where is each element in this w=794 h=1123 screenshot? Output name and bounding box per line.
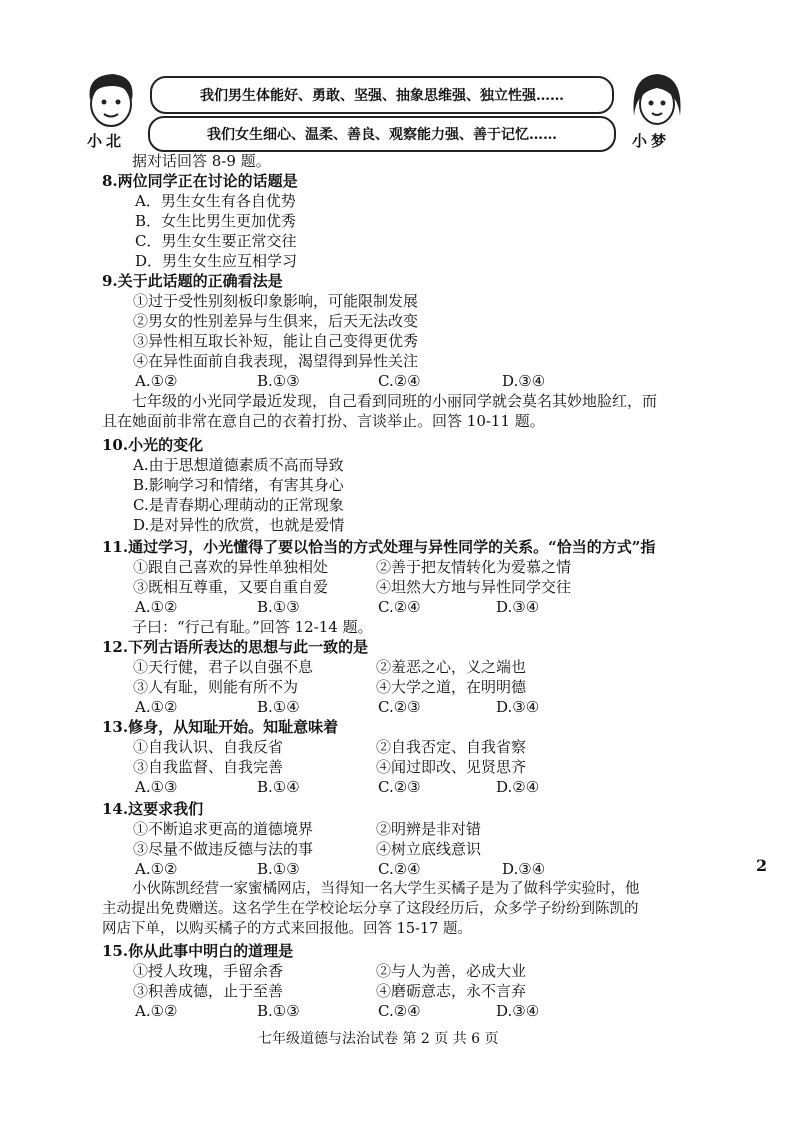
q11-statement-4: ④坦然大方地与异性同学交往	[376, 578, 572, 596]
q14-option-b: B.①③	[257, 860, 300, 878]
question-14-stem: 14.这要求我们	[102, 800, 204, 818]
question-8-stem: 8.两位同学正在讨论的话题是	[102, 172, 298, 190]
intro-15-17-line3: 网店下单，以购买橘子的方式来回报他。回答 15-17 题。	[102, 921, 473, 937]
q8-option-c: C．男生女生要正常交往	[135, 232, 297, 250]
q14-option-a: A.①②	[135, 860, 178, 878]
q15-option-c: C.②④	[378, 1002, 421, 1020]
q15-option-d: D.③④	[496, 1002, 540, 1020]
boy-name: 小北	[87, 132, 126, 150]
question-12-stem: 12.下列古语所表达的思想与此一致的是	[102, 638, 369, 656]
boy-cartoon-icon	[82, 70, 140, 132]
q13-statement-1: ①自我认识、自我反省	[133, 738, 284, 756]
girl-name: 小梦	[632, 132, 671, 150]
q14-statement-1: ①不断追求更高的道德境界	[133, 820, 314, 838]
q13-statement-4: ④闻过即改、见贤思齐	[376, 758, 527, 776]
q15-statement-2: ②与人为善，必成大业	[376, 962, 527, 980]
q14-option-c: C.②④	[378, 860, 421, 878]
q12-statement-2: ②羞恶之心，义之端也	[376, 658, 527, 676]
q15-option-a: A.①②	[135, 1002, 178, 1020]
q11-option-c: C.②④	[378, 598, 421, 616]
q12-option-a: A.①②	[135, 698, 178, 716]
question-15-stem: 15.你从此事中明白的道理是	[102, 942, 294, 960]
q13-statement-2: ②自我否定、自我省察	[376, 738, 527, 756]
q11-statement-2: ②善于把友情转化为爱慕之情	[376, 558, 572, 576]
q15-statement-4: ④磨砺意志，永不言弃	[376, 982, 527, 1000]
boy-speech-bubble	[150, 76, 614, 114]
q9-option-b: B.①③	[257, 372, 300, 390]
q12-option-c: C.②③	[378, 698, 421, 716]
q14-option-d: D.③④	[502, 860, 546, 878]
q13-option-b: B.①④	[257, 778, 300, 796]
q11-option-a: A.①②	[135, 598, 178, 616]
q10-option-a: A.由于思想道德素质不高而导致	[133, 456, 344, 474]
q9-statement-2: ②男女的性别差异与生俱来，后天无法改变	[133, 312, 419, 330]
girl-cartoon-icon	[628, 70, 686, 132]
intro-10-11-line2: 且在她面前非常在意自己的衣着打扮、言谈举止。回答 10-11 题。	[102, 412, 545, 430]
side-page-number: 2	[756, 856, 768, 875]
girl-speech-bubble	[148, 116, 616, 152]
q13-option-d: D.②④	[496, 778, 540, 796]
q13-option-c: C.②③	[378, 778, 421, 796]
q13-statement-3: ③自我监督、自我完善	[133, 758, 284, 776]
q12-option-b: B.①④	[257, 698, 300, 716]
q12-statement-3: ③人有耻，则能有所不为	[133, 678, 299, 696]
question-9-stem: 9.关于此话题的正确看法是	[102, 272, 283, 290]
q14-statement-3: ③尽量不做违反德与法的事	[133, 840, 314, 858]
question-10-stem: 10.小光的变化	[102, 436, 204, 454]
q15-statement-1: ①授人玫瑰，手留余香	[133, 962, 284, 980]
q13-option-a: A.①③	[135, 778, 178, 796]
q11-option-d: D.③④	[496, 598, 540, 616]
girl-speech-text: 我们女生细心、温柔、善良、观察能力强、善于记忆……	[207, 127, 557, 143]
q8-option-a: A．男生女生有各自优势	[135, 192, 296, 210]
q11-statement-1: ①跟自己喜欢的异性单独相处	[133, 558, 329, 576]
q9-statement-1: ①过于受性别刻板印象影响，可能限制发展	[133, 292, 419, 310]
q8-option-d: D．男生女生应互相学习	[135, 252, 298, 270]
q12-statement-4: ④大学之道，在明明德	[376, 678, 527, 696]
q15-statement-3: ③积善成德，止于至善	[133, 982, 284, 1000]
q12-option-d: D.③④	[496, 698, 540, 716]
q9-option-d: D.③④	[502, 372, 546, 390]
intro-12-14: 子曰：“行己有耻。”回答 12-14 题。	[132, 618, 373, 636]
q11-statement-3: ③既相互尊重，又要自重自爱	[133, 578, 329, 596]
q9-option-a: A.①②	[135, 372, 178, 390]
page-footer: 七年级道德与法治试卷 第 2 页 共 6 页	[258, 1031, 499, 1047]
q8-option-b: B．女生比男生更加优秀	[135, 212, 297, 230]
q11-option-b: B.①③	[257, 598, 300, 616]
intro-8-9: 据对话回答 8-9 题。	[132, 152, 271, 170]
q14-statement-4: ④树立底线意识	[376, 840, 482, 858]
q15-option-b: B.①③	[257, 1002, 300, 1020]
q12-statement-1: ①天行健，君子以自强不息	[133, 658, 314, 676]
intro-10-11-line1: 七年级的小光同学最近发现，自己看到同班的小丽同学就会莫名其妙地脸红，而	[132, 392, 658, 410]
intro-15-17-line2: 主动提出免费赠送。这名学生在学校论坛分享了这段经历后，众多学子纷纷到陈凯的	[102, 901, 639, 917]
q9-statement-4: ④在异性面前自我表现，渴望得到异性关注	[133, 352, 419, 370]
intro-15-17-line1: 小伙陈凯经营一家蜜橘网店，当得知一名大学生买橘子是为了做科学实验时，他	[132, 881, 640, 897]
question-13-stem: 13.修身，从知耻开始。知耻意味着	[102, 718, 339, 736]
q14-statement-2: ②明辨是非对错	[376, 820, 482, 838]
q10-option-c: C.是青春期心理萌动的正常现象	[133, 496, 344, 514]
q10-option-b: B.影响学习和情绪，有害其身心	[133, 476, 344, 494]
question-11-stem: 11.通过学习，小光懂得了要以恰当的方式处理与异性同学的关系。“恰当的方式”指	[102, 538, 656, 556]
q9-option-c: C.②④	[378, 372, 421, 390]
q10-option-d: D.是对异性的欣赏，也就是爱情	[133, 516, 345, 534]
boy-speech-text: 我们男生体能好、勇敢、坚强、抽象思维强、独立性强……	[200, 88, 564, 104]
q9-statement-3: ③异性相互取长补短，能让自己变得更优秀	[133, 332, 419, 350]
